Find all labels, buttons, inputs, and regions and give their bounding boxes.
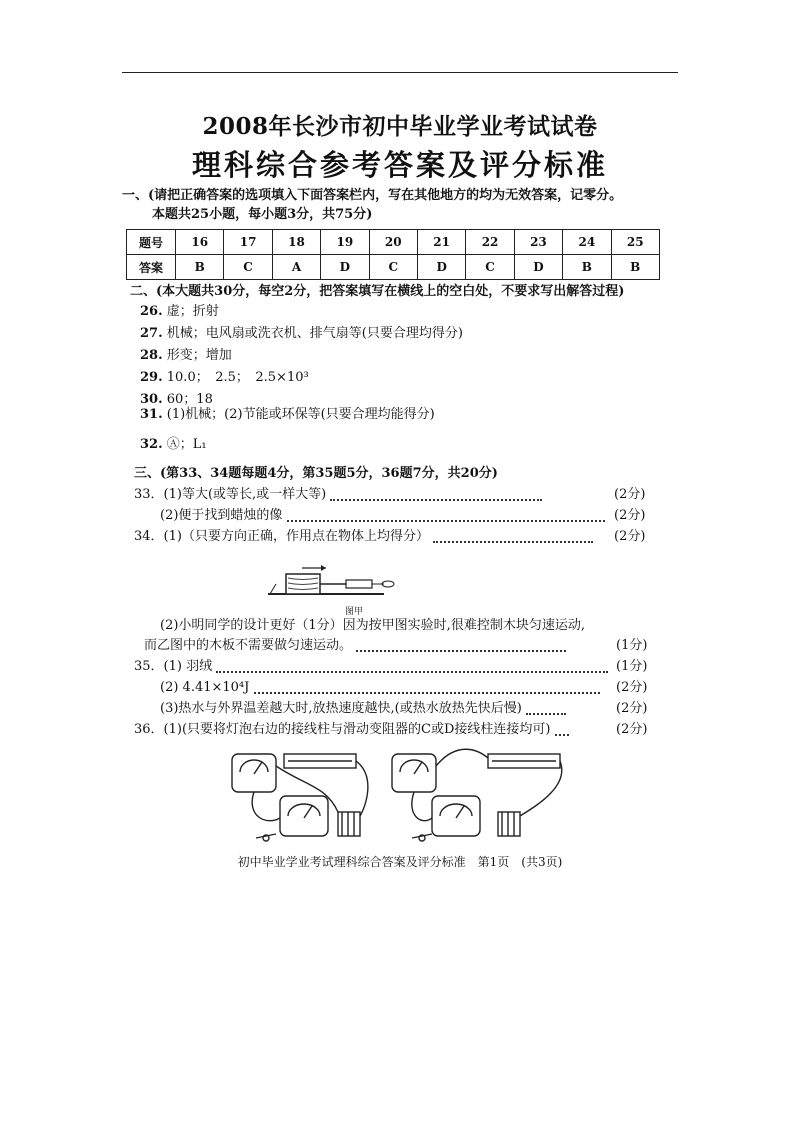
score-34-2: (1分)	[616, 638, 648, 653]
circuit-diagram-right	[392, 749, 562, 841]
part3-instruction: 三、(第33、34题每题4分，第35题5分，36题7分，共20分)	[134, 466, 498, 481]
answer-cell: C	[466, 255, 514, 280]
answer-cell: B	[611, 255, 659, 280]
answer-line-36-1	[134, 721, 569, 739]
score-36-1: (2分)	[616, 722, 648, 737]
answer-line-33-2	[160, 507, 605, 525]
answer-line-35-1	[134, 658, 608, 676]
row-label-answers: 答案	[127, 255, 176, 280]
answer-line-32	[140, 436, 207, 454]
exam-title: 2008年长沙市初中毕业学业考试试卷	[202, 113, 598, 140]
question-number: 16	[176, 230, 224, 255]
item-text: 机械；电风扇或洗衣机、排气扇等(只要合理均得分)	[166, 326, 463, 341]
row-label-numbers: 题号	[127, 230, 176, 255]
question-number: 22	[466, 230, 514, 255]
answer-line-35-2	[160, 679, 600, 697]
figure-caption: 图甲	[345, 607, 364, 617]
table-row-answers	[127, 255, 660, 280]
score-35-2: (2分)	[616, 680, 648, 695]
question-number: 23	[514, 230, 562, 255]
question-number: 25	[611, 230, 659, 255]
answer-cell: A	[272, 255, 320, 280]
answer-line-29	[140, 369, 309, 387]
answer-text: (2)便于找到蜡烛的像	[160, 508, 283, 523]
answer-text: 35．(1) 羽绒	[134, 659, 213, 674]
item-number: 31.	[140, 407, 163, 422]
leader-dots	[555, 724, 569, 736]
answer-cell: C	[224, 255, 272, 280]
item-number: 26.	[140, 304, 163, 319]
leader-dots	[356, 640, 566, 652]
leader-dots	[254, 682, 600, 694]
answer-text: 而乙图中的木板不需要做匀速运动。	[144, 638, 353, 653]
score-33-2: (2分)	[614, 508, 646, 523]
answer-text: 34．(1)（只要方向正确，作用点在物体上均得分）	[134, 529, 429, 544]
answer-text: (2) 4.41×10⁴J	[160, 680, 250, 695]
question-number: 18	[272, 230, 320, 255]
part1-instruction-2: 本题共25小题，每小题3分，共75分)	[152, 207, 373, 222]
answer-text: 33．(1)等大(或等长,或一样大等)	[134, 487, 327, 502]
item-number: 30.	[140, 392, 163, 407]
answer-table	[126, 229, 660, 280]
question-number: 21	[417, 230, 465, 255]
leader-dots	[216, 661, 608, 673]
item-number: 29.	[140, 370, 163, 385]
item-text: 虚；折射	[166, 304, 219, 319]
answer-line-27	[140, 325, 463, 343]
answer-cell: B	[563, 255, 611, 280]
answer-line-26	[140, 303, 219, 321]
item-text: 形变；增加	[166, 348, 232, 363]
item-text: 10.0； 2.5； 2.5×10³	[166, 370, 309, 385]
leader-dots	[526, 703, 566, 715]
score-35-1: (1分)	[616, 659, 648, 674]
question-number: 24	[563, 230, 611, 255]
answer-line-28	[140, 347, 232, 365]
answer-cell: D	[514, 255, 562, 280]
answer-line-34-2: (2)小明同学的设计更好（1分）因为按甲图实验时,很难控制木块匀速运动,	[160, 618, 585, 633]
force-diagram-figure	[266, 562, 406, 610]
leader-dots	[330, 489, 542, 501]
answer-line-34-3	[144, 637, 566, 655]
page-footer: 初中毕业学业考试理科综合答案及评分标准 第1页 (共3页)	[237, 855, 563, 869]
item-number: 27.	[140, 326, 163, 341]
answer-cell: D	[321, 255, 369, 280]
circuit-diagram-left	[232, 754, 368, 841]
leader-dots	[287, 510, 605, 522]
answer-cell: B	[176, 255, 224, 280]
circuit-diagrams-figure	[226, 746, 571, 846]
item-number: 32.	[140, 437, 163, 452]
question-number: 19	[321, 230, 369, 255]
question-number: 17	[224, 230, 272, 255]
question-number: 20	[369, 230, 417, 255]
item-text: Ⓐ；L₁	[166, 437, 207, 452]
part1-instruction: 一、(请把正确答案的选项填入下面答案栏内，写在其他地方的均为无效答案，记零分。	[122, 188, 623, 203]
answer-text: (3)热水与外界温差越大时,放热速度越快,(或热水放热先快后慢)	[160, 701, 522, 716]
part2-instruction: 二、(本大题共30分，每空2分，把答案填写在横线上的空白处，不要求写出解答过程)	[130, 284, 625, 299]
item-text: 60；18	[166, 392, 213, 407]
score-33-1: (2分)	[614, 487, 646, 502]
table-row-numbers	[127, 230, 660, 255]
answer-line-35-3	[160, 700, 566, 718]
answer-line-34-1	[134, 528, 593, 546]
leader-dots	[433, 531, 593, 543]
answer-line-33-1	[134, 486, 542, 504]
top-rule	[122, 72, 678, 73]
item-text: (1)机械；(2)节能或环保等(只要合理均能得分)	[166, 407, 435, 422]
score-34-1: (2分)	[614, 529, 646, 544]
answer-key-title: 理科综合参考答案及评分标准	[191, 148, 608, 182]
answer-cell: C	[369, 255, 417, 280]
score-35-3: (2分)	[616, 701, 648, 716]
item-number: 28.	[140, 348, 163, 363]
answer-line-31	[140, 406, 435, 424]
answer-text: 36．(1)(只要将灯泡右边的接线柱与滑动变阻器的C或D接线柱连接均可)	[134, 722, 551, 737]
answer-cell: D	[417, 255, 465, 280]
